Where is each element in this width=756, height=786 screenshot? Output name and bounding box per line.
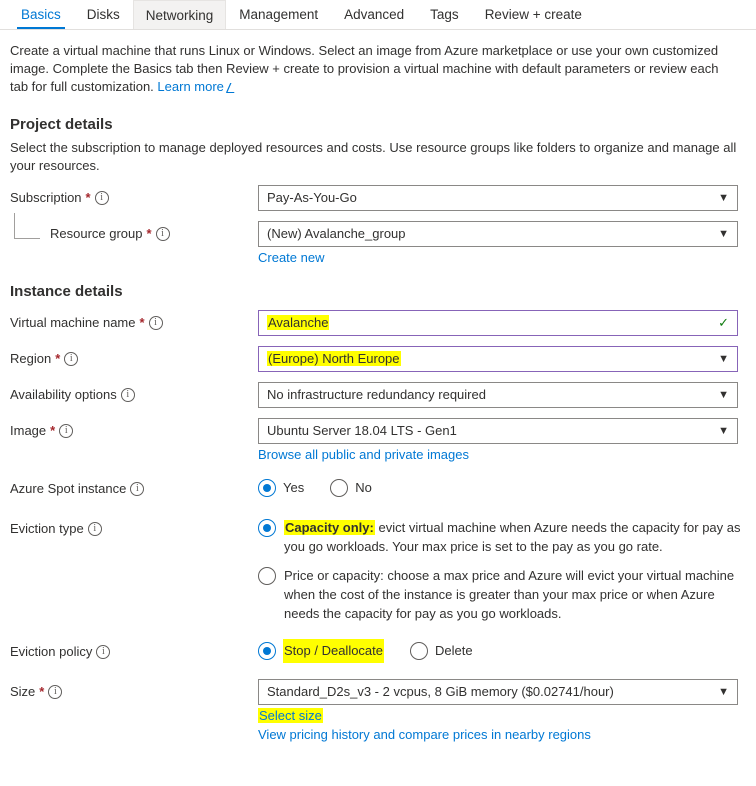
eviction-policy-delete[interactable] xyxy=(410,639,473,663)
availability-options-field xyxy=(258,382,738,408)
vm-name-value: Avalanche xyxy=(268,315,329,330)
radio-price-or-capacity-icon[interactable] xyxy=(258,567,276,585)
subscription-field xyxy=(258,185,738,211)
radio-stop-deallocate-icon[interactable] xyxy=(258,642,276,660)
image-field xyxy=(258,418,738,462)
required-marker: * xyxy=(39,684,45,699)
pricing-history-link[interactable]: View pricing history and compare prices in nearby regions xyxy=(258,727,591,742)
radio-yes-icon[interactable] xyxy=(258,479,276,497)
image-label-text: Image xyxy=(10,423,47,438)
spot-instance-yes[interactable] xyxy=(258,476,304,500)
info-icon[interactable]: i xyxy=(95,191,109,205)
image-row xyxy=(0,418,756,462)
tab-label: Networking xyxy=(145,7,214,23)
info-icon[interactable]: i xyxy=(64,352,78,366)
radio-capacity-only-icon[interactable] xyxy=(258,519,276,537)
region-field xyxy=(258,346,738,372)
radio-capacity-only-highlight: Capacity only: xyxy=(285,520,374,535)
info-icon[interactable]: i xyxy=(149,316,163,330)
info-icon[interactable]: i xyxy=(121,388,135,402)
size-label xyxy=(10,679,258,705)
vm-name-label-text: Virtual machine name xyxy=(10,315,136,330)
info-icon[interactable]: i xyxy=(88,522,102,536)
required-marker: * xyxy=(139,315,145,330)
spot-instance-row xyxy=(0,476,756,502)
tab-label: Disks xyxy=(86,7,120,22)
chevron-down-icon: ▼ xyxy=(718,353,729,365)
chevron-down-icon: ▼ xyxy=(718,192,729,204)
chevron-down-icon: ▼ xyxy=(718,686,729,698)
chevron-down-icon: ▼ xyxy=(718,389,729,401)
eviction-policy-row xyxy=(0,639,756,665)
select-size-link[interactable]: Select size xyxy=(259,708,322,723)
radio-no-label[interactable]: No xyxy=(355,480,372,495)
radio-delete-label[interactable]: Delete xyxy=(435,643,473,658)
subscription-row xyxy=(0,185,756,211)
radio-price-or-capacity-text: Price or capacity: choose a max price and Azure will evict your virtual machine when the cost of the instance is greater than your max price or when Azure needs the capacity for pay as you go workloads. xyxy=(284,568,735,621)
size-select[interactable] xyxy=(258,679,738,705)
tab-label: Review + create xyxy=(484,7,582,22)
validation-check-icon: ✓ xyxy=(718,315,729,330)
resource-group-select[interactable] xyxy=(258,221,738,247)
info-icon[interactable]: i xyxy=(59,424,73,438)
vm-name-field xyxy=(258,310,738,336)
intro-body: Create a virtual machine that runs Linux or Windows. Select an image from Azure marketplace or use your own customized image. Complete the Basics tab then Review + create to provision a virtual machine with default parameters or review each tab for full customization. xyxy=(10,43,719,94)
size-value: Standard_D2s_v3 - 2 vcpus, 8 GiB memory ($0.02741/hour) xyxy=(267,684,614,699)
availability-options-label-text: Availability options xyxy=(10,387,117,402)
tree-connector xyxy=(14,213,40,239)
resource-group-value: (New) Avalanche_group xyxy=(267,226,406,241)
tab-label: Advanced xyxy=(344,7,405,22)
tab-label: Management xyxy=(239,7,319,22)
resource-group-label xyxy=(10,221,258,247)
chevron-down-icon: ▼ xyxy=(718,425,729,437)
region-row xyxy=(0,346,756,372)
tab-tags[interactable] xyxy=(417,0,472,29)
tab-label: Tags xyxy=(430,7,459,22)
size-label-text: Size xyxy=(10,684,36,699)
required-marker: * xyxy=(50,423,56,438)
required-marker: * xyxy=(146,226,152,241)
required-marker: * xyxy=(55,351,61,366)
availability-options-value: No infrastructure redundancy required xyxy=(267,387,486,402)
required-marker: * xyxy=(85,190,91,205)
vm-name-label xyxy=(10,310,258,336)
subscription-label-text: Subscription xyxy=(10,190,82,205)
tab-review-create[interactable] xyxy=(472,0,595,29)
radio-stop-deallocate-label[interactable]: Stop / Deallocate xyxy=(283,639,384,663)
spot-instance-field xyxy=(258,476,738,500)
project-details-description: Select the subscription to manage deployed resources and costs. Use resource groups like folders to organize and manage all your resources. xyxy=(10,140,737,173)
resource-group-label-text: Resource group xyxy=(50,226,143,241)
radio-capacity-only-text xyxy=(284,516,748,556)
info-icon[interactable]: i xyxy=(156,227,170,241)
spot-instance-no[interactable] xyxy=(330,476,372,500)
region-label xyxy=(10,346,258,372)
learn-more-label: Learn more xyxy=(157,79,224,94)
availability-options-label xyxy=(10,382,258,408)
instance-details-heading: Instance details xyxy=(10,283,123,300)
availability-options-row xyxy=(0,382,756,408)
vm-name-input[interactable] xyxy=(258,310,738,336)
size-row xyxy=(0,679,756,742)
learn-more-link[interactable] xyxy=(157,79,234,94)
external-link-icon: ⎳ xyxy=(225,83,235,94)
intro-text xyxy=(0,30,740,98)
image-label xyxy=(10,418,258,444)
eviction-type-row xyxy=(0,516,756,623)
create-new-resource-group-link[interactable]: Create new xyxy=(258,250,325,265)
image-value: Ubuntu Server 18.04 LTS - Gen1 xyxy=(267,423,457,438)
subscription-label xyxy=(10,185,258,211)
radio-capacity-only-body: evict virtual machine when Azure needs the capacity for pay as you go workloads. Your max price is set to the pay as you go rate. xyxy=(284,520,741,554)
browse-images-link[interactable]: Browse all public and private images xyxy=(258,447,469,462)
region-value: (Europe) North Europe xyxy=(268,351,400,366)
size-field xyxy=(258,679,738,742)
tab-disks[interactable] xyxy=(74,0,133,29)
info-icon[interactable]: i xyxy=(130,482,144,496)
eviction-type-option-price-or-capacity[interactable] xyxy=(258,564,748,623)
subscription-value: Pay-As-You-Go xyxy=(267,190,357,205)
info-icon[interactable]: i xyxy=(48,685,62,699)
info-icon[interactable]: i xyxy=(96,645,110,659)
radio-yes-label[interactable]: Yes xyxy=(283,480,305,495)
eviction-policy-field xyxy=(258,639,738,663)
eviction-type-field xyxy=(258,516,756,623)
availability-options-select[interactable] xyxy=(258,382,738,408)
eviction-policy-label-text: Eviction policy xyxy=(10,644,93,659)
tab-networking[interactable] xyxy=(133,0,227,29)
eviction-policy-radio-group xyxy=(258,639,738,663)
eviction-policy-stop-deallocate[interactable] xyxy=(258,639,384,663)
eviction-type-radio-group xyxy=(258,516,748,623)
subscription-select[interactable] xyxy=(258,185,738,211)
region-select[interactable] xyxy=(258,346,738,372)
vm-name-row xyxy=(0,310,756,336)
spot-instance-label xyxy=(10,476,258,502)
region-label-text: Region xyxy=(10,351,52,366)
spot-instance-radio-group xyxy=(258,476,738,500)
spot-instance-label-text: Azure Spot instance xyxy=(10,481,127,496)
radio-delete-icon[interactable] xyxy=(410,642,428,660)
resource-group-field xyxy=(258,221,738,265)
eviction-type-option-capacity[interactable] xyxy=(258,516,748,556)
tab-management[interactable] xyxy=(226,0,331,29)
tab-basics[interactable] xyxy=(8,0,74,29)
image-select[interactable] xyxy=(258,418,738,444)
resource-group-row xyxy=(0,221,756,265)
project-details-heading: Project details xyxy=(10,116,113,133)
wizard-tabs xyxy=(0,0,756,30)
radio-no-icon[interactable] xyxy=(330,479,348,497)
eviction-type-label xyxy=(10,516,258,542)
tab-advanced[interactable] xyxy=(331,0,417,29)
tab-label: Basics xyxy=(21,7,61,22)
chevron-down-icon: ▼ xyxy=(718,228,729,240)
eviction-policy-label xyxy=(10,639,258,665)
eviction-type-label-text: Eviction type xyxy=(10,521,84,536)
